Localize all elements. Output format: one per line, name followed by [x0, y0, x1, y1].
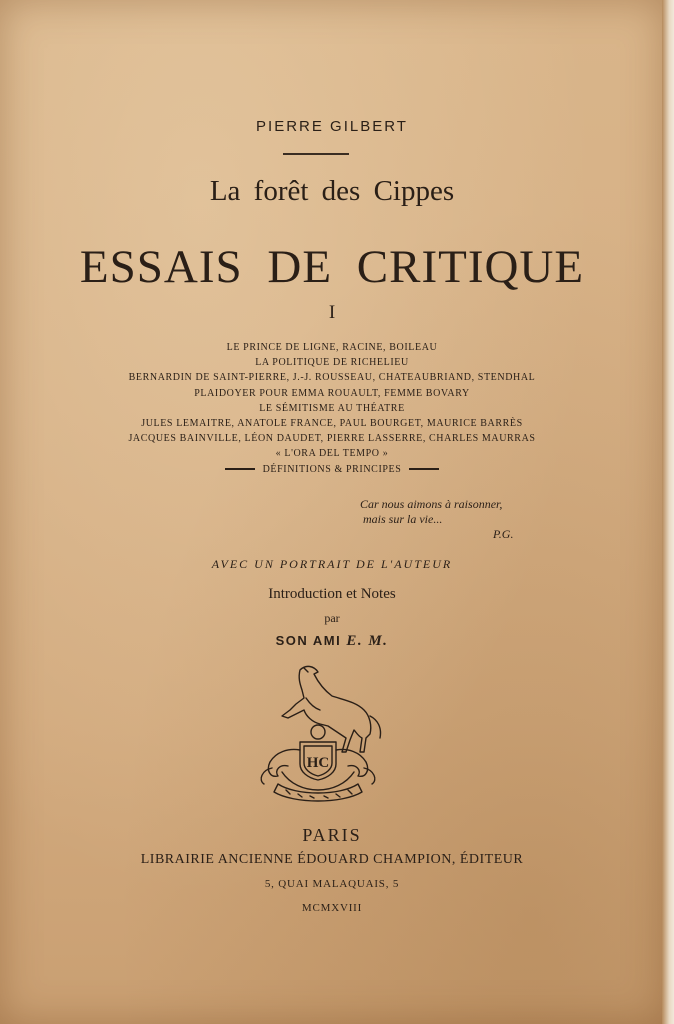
publication-year: MCMXVIII — [301, 902, 363, 914]
contents-item: LE SÉMITISME AU THÉATRE — [259, 402, 405, 414]
emblem-monogram: HC — [306, 755, 330, 771]
contents-item: DÉFINITIONS & PRINCIPES — [262, 463, 402, 475]
dash-left — [225, 468, 255, 470]
contents-item-final — [0, 462, 664, 477]
book-subtitle: La forêt des Cippes — [209, 175, 455, 207]
epigraph-signature: P.G. — [493, 527, 514, 541]
contents-item: JACQUES BAINVILLE, LÉON DAUDET, PIERRE LASSERRE, CHARLES MAURRAS — [128, 433, 536, 445]
introduction-line: Introduction et Notes — [268, 586, 396, 602]
epigraph — [360, 497, 514, 541]
epigraph-line: Car nous aimons à raisonner, — [360, 497, 503, 511]
title-divider — [283, 153, 349, 155]
epigraph-line: mais sur la vie... — [363, 512, 443, 526]
publisher-name: LIBRAIRIE ANCIENNE ÉDOUARD CHAMPION, ÉDITEUR — [140, 852, 524, 867]
by-line: par — [324, 611, 340, 625]
contents-list — [0, 340, 664, 477]
contents-item: « L'ORA DEL TEMPO » — [275, 448, 389, 460]
publisher-city: PARIS — [302, 825, 362, 845]
publisher-emblem-icon — [248, 660, 388, 808]
dash-right — [409, 468, 439, 470]
editor-label: SON AMI — [275, 633, 342, 648]
contents-item: JULES LEMAITRE, ANATOLE FRANCE, PAUL BOURGET, MAURICE BARRÈS — [141, 418, 523, 430]
editor-credit — [0, 633, 664, 650]
author-name: PIERRE GILBERT — [256, 118, 408, 135]
portrait-note: AVEC UN PORTRAIT DE L'AUTEUR — [211, 557, 453, 571]
contents-item: LE PRINCE DE LIGNE, RACINE, BOILEAU — [226, 342, 438, 353]
contents-item: LA POLITIQUE DE RICHELIEU — [255, 357, 409, 369]
volume-number: I — [328, 302, 336, 323]
contents-item: PLAIDOYER POUR EMMA ROUAULT, FEMME BOVARY — [194, 387, 470, 399]
page-edge — [662, 0, 674, 1024]
contents-item: BERNARDIN DE SAINT-PIERRE, J.-J. ROUSSEAU, CHATEAUBRIAND, STENDHAL — [128, 372, 536, 384]
publisher-address: 5, QUAI MALAQUAIS, 5 — [264, 878, 400, 890]
editor-initials: E. M. — [346, 633, 389, 649]
book-title: ESSAIS DE CRITIQUE — [79, 241, 585, 293]
